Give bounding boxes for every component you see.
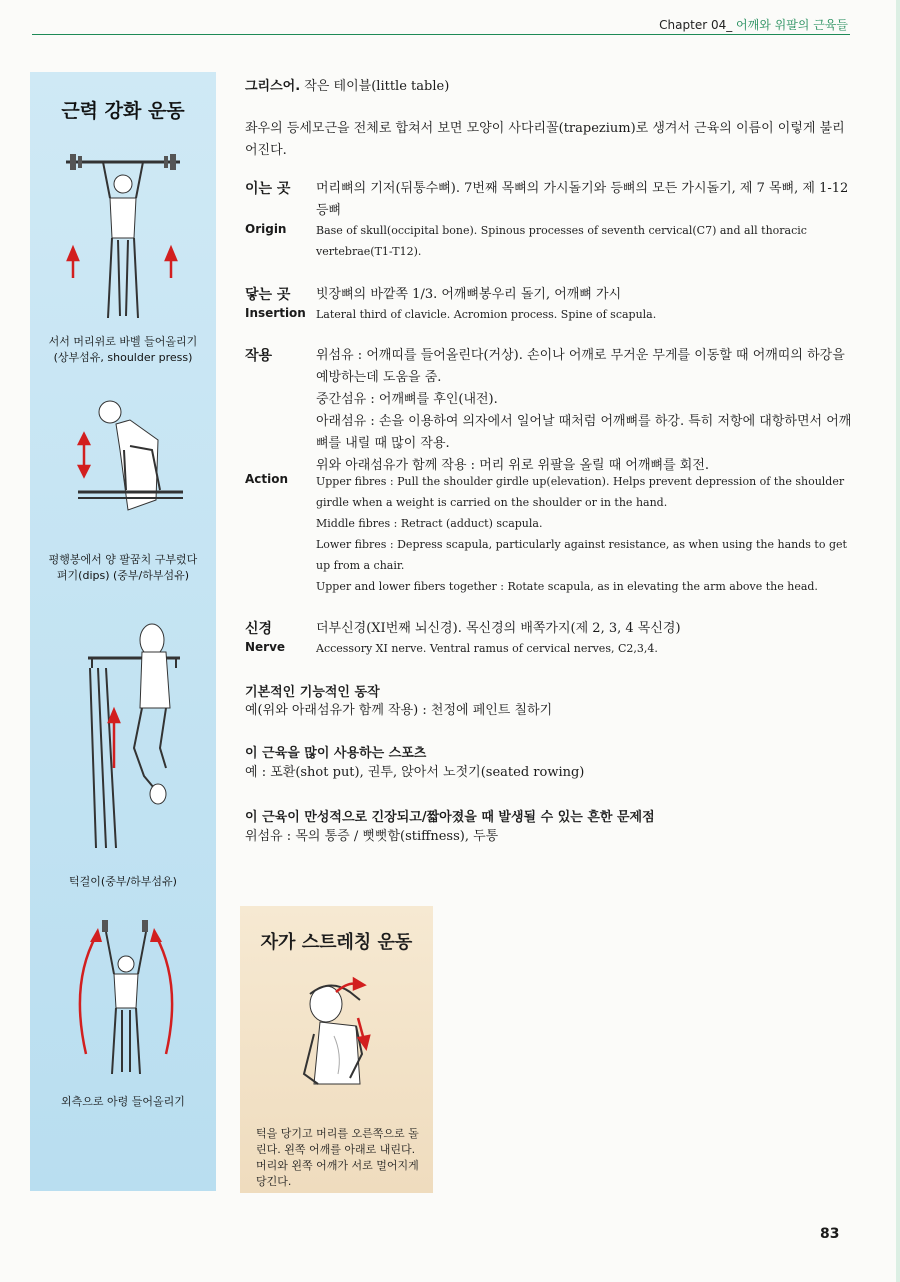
action-term: Middle fibres : xyxy=(316,517,401,530)
functional-heading: 기본적인 기능적인 동작 xyxy=(245,685,380,700)
action-item-en xyxy=(316,534,858,576)
action-item-en xyxy=(316,471,858,513)
stretch-title: 자가 스트레칭 운동 xyxy=(260,932,413,953)
insertion-label-en: Insertion xyxy=(245,306,306,320)
running-header xyxy=(600,16,848,33)
insertion-text-ko: 빗장뼈의 바깥쪽 1/3. 어깨뼈봉우리 돌기, 어깨뼈 가시 xyxy=(316,287,622,302)
origin-label-ko: 이는 곳 xyxy=(245,181,291,197)
action-text: 어깨뼈를 후인(내전). xyxy=(378,392,498,407)
action-item-en xyxy=(316,513,858,534)
action-term: Upper and lower fibers together : xyxy=(316,580,508,593)
action-item-ko xyxy=(316,389,858,411)
action-term: 위섬유 : xyxy=(316,348,367,363)
name-origin-rest: 작은 테이블(little table) xyxy=(300,79,450,94)
nerve-label-ko: 신경 xyxy=(245,621,273,637)
chapter-title: 어깨와 위팔의 근육들 xyxy=(732,18,848,32)
action-text: 머리 위로 위팔을 올릴 때 어깨뼈를 회전. xyxy=(479,458,710,473)
sidebar-title: 근력 강화 운동 xyxy=(61,100,185,122)
origin-text-ko: 머리뼈의 기저(뒤통수뼈). 7번째 목뼈의 가시돌기와 등뼈의 모든 가시돌기, 제 7 목뼈, 제 1-12 등뼈 xyxy=(316,181,849,218)
action-term: 중간섬유 : xyxy=(316,392,379,407)
nerve-text-en: Accessory XI nerve. Ventral ramus of cervical nerves, C2,3,4. xyxy=(316,642,658,655)
lateral-dumbbell-raise-illustration xyxy=(66,914,186,1084)
action-text: Retract (adduct) scapula. xyxy=(400,517,543,530)
name-origin-bold: 그리스어. xyxy=(245,79,301,94)
action-item-en xyxy=(316,576,858,597)
header-rule xyxy=(32,34,850,35)
parallel-bar-dips-illustration xyxy=(68,390,188,540)
action-term: Upper fibres : xyxy=(316,475,398,488)
action-text: 손을 이용하여 의자에서 일어날 때처럼 어깨뼈를 하강. 특히 저항에 대항하면서 어깨뼈를 내릴 때 많이 작용. xyxy=(316,414,852,451)
problems-heading: 이 근육이 만성적으로 긴장되고/짧아졌을 때 발생될 수 있는 흔한 문제점 xyxy=(245,810,655,825)
action-text: Depress scapula, particularly against resistance, as when using the hands to get up from a chair. xyxy=(316,538,847,572)
page-edge-stripe xyxy=(896,0,900,1282)
sports-text: 예 : 포환(shot put), 권투, 앉아서 노젓기(seated rowing) xyxy=(245,765,585,780)
muscle-name-line xyxy=(245,76,855,98)
action-text: Pull the shoulder girdle up(elevation). Helps prevent depression of the shoulder girdle when a weight is carried on the shoulder or in the hand. xyxy=(316,475,845,509)
origin-text-en: Base of skull(occipital bone). Spinous processes of seventh cervical(C7) and all thoracic vertebrae(T1-T12). xyxy=(316,224,807,258)
action-text: 어깨띠를 들어올린다(거상). 손이나 어깨로 무거운 무게를 이동할 때 어깨띠의 하강을 예방하는데 도움을 줌. xyxy=(316,348,845,385)
sports-heading: 이 근육을 많이 사용하는 스포츠 xyxy=(245,746,427,761)
exercise-caption: 평행봉에서 양 팔꿈치 구부렸다 xyxy=(48,553,198,566)
action-text: Rotate scapula, as in elevating the arm above the head. xyxy=(507,580,818,593)
action-label-ko: 작용 xyxy=(245,348,273,364)
action-item-ko xyxy=(316,345,858,389)
action-term: Lower fibres : xyxy=(316,538,398,551)
action-term: 위와 아래섬유가 함께 작용 : xyxy=(316,458,480,473)
exercise-caption: 펴기(dips) (중부/하부섬유) xyxy=(56,569,190,582)
nerve-text-ko: 더부신경(XI번째 뇌신경). 목신경의 배쪽가지(제 2, 3, 4 목신경) xyxy=(316,621,681,636)
action-label-en: Action xyxy=(245,472,289,486)
exercise-caption: 턱걸이(중부/하부섬유) xyxy=(69,875,177,888)
shoulder-press-illustration xyxy=(58,148,188,328)
self-stretch-box xyxy=(240,906,433,1193)
problems-text: 위섬유 : 목의 통증 / 뻣뻣함(stiffness), 두통 xyxy=(245,829,499,844)
action-term: 아래섬유 : xyxy=(316,414,379,429)
strength-exercise-sidebar xyxy=(30,72,216,1191)
neck-stretch-illustration xyxy=(290,974,400,1124)
exercise-caption: 서서 머리위로 바벨 들어올리기 xyxy=(48,335,198,348)
intro-description: 좌우의 등세모근을 전체로 합쳐서 보면 모양이 사다리꼴(trapezium)로 생겨서 근육의 이름이 이렇게 불리어진다. xyxy=(245,121,845,158)
insertion-label-ko: 닿는 곳 xyxy=(245,287,291,303)
chin-up-illustration xyxy=(70,608,190,848)
action-item-ko xyxy=(316,411,858,455)
stretch-caption: 턱을 당기고 머리를 오른쪽으로 돌린다. 왼쪽 어깨를 아래로 내린다. 머리와 왼쪽 어깨가 서로 멀어지게 당긴다. xyxy=(256,1127,419,1188)
insertion-text-en: Lateral third of clavicle. Acromion process. Spine of scapula. xyxy=(316,308,657,321)
page-number: 83 xyxy=(820,1226,840,1242)
origin-label-en: Origin xyxy=(245,222,287,236)
exercise-caption: 외측으로 아령 들어올리기 xyxy=(61,1095,185,1108)
action-list-en xyxy=(316,471,858,597)
chapter-label: Chapter 04_ xyxy=(659,18,733,32)
exercise-caption: (상부섬유, shoulder press) xyxy=(53,351,193,364)
functional-text: 예(위와 아래섬유가 함께 작용) : 천정에 페인트 칠하기 xyxy=(245,703,553,718)
nerve-label-en: Nerve xyxy=(245,640,286,654)
action-list-ko xyxy=(316,345,858,477)
